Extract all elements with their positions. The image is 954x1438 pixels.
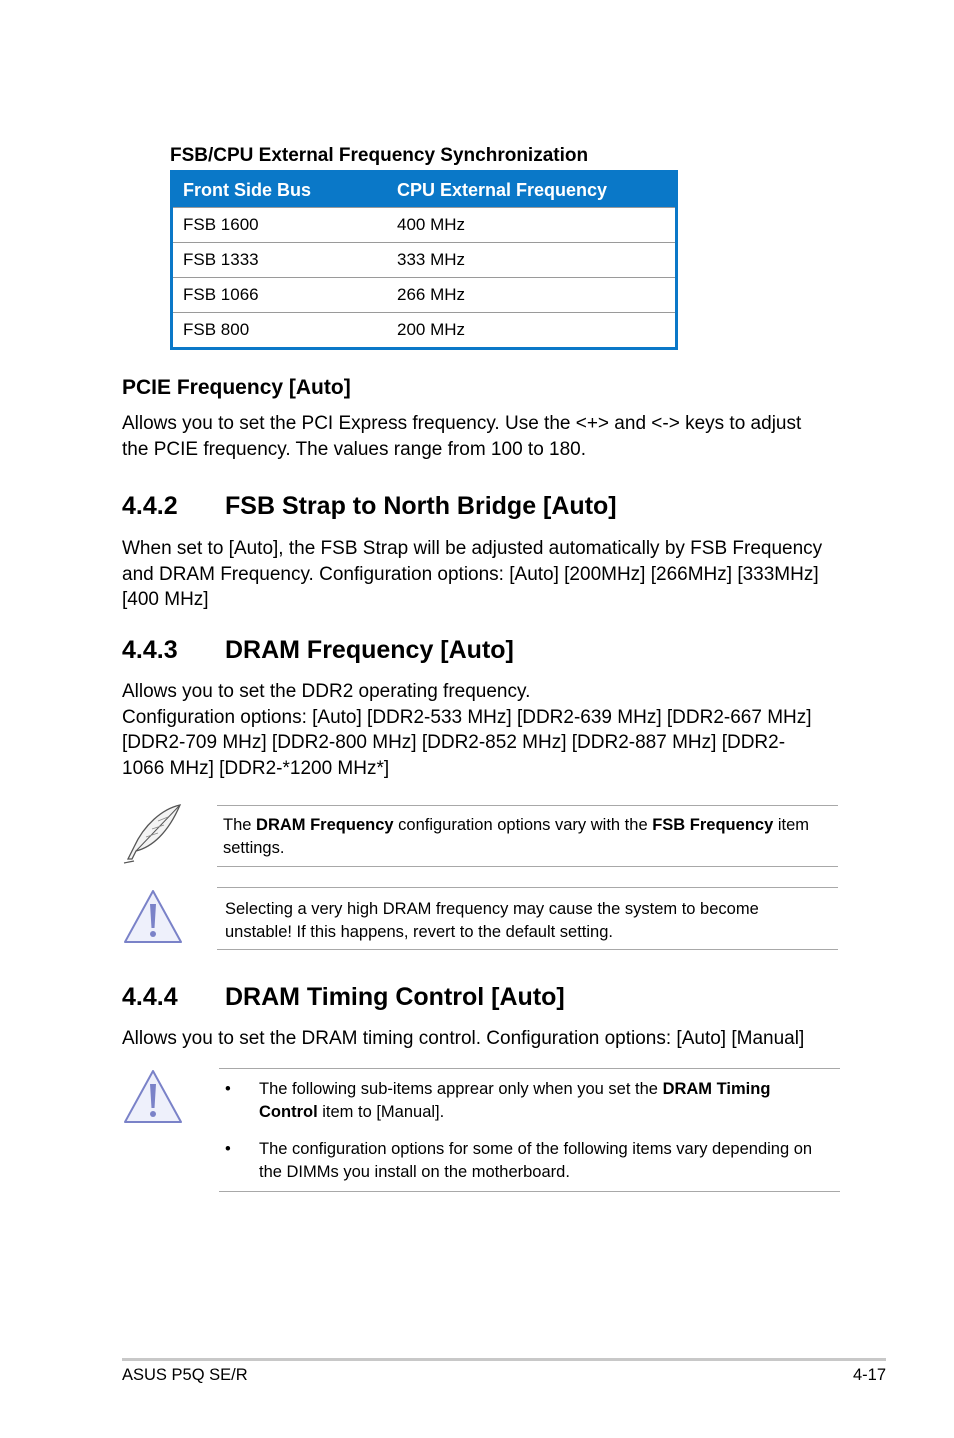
note-text: item bbox=[773, 816, 810, 834]
table-caption: FSB/CPU External Frequency Synchronization bbox=[170, 145, 589, 166]
table-cell: 200 MHz bbox=[397, 320, 466, 339]
warning-triangle-icon bbox=[122, 888, 184, 946]
dram-timing-description bbox=[122, 1026, 862, 1052]
text-line: When set to [Auto], the FSB Strap will be adjusted automatically by FSB Frequency bbox=[122, 538, 823, 559]
text-line: unstable! If this happens, revert to the default setting. bbox=[225, 923, 613, 941]
bullet-item bbox=[219, 1078, 840, 1124]
text-line: Allows you to set the DDR2 operating frequency. bbox=[122, 681, 531, 702]
section-number: 4.4.3 bbox=[122, 636, 178, 664]
section-heading-4-4-2 bbox=[122, 492, 617, 521]
section-title: DRAM Frequency [Auto] bbox=[225, 636, 514, 664]
note-bold-text: Control bbox=[259, 1103, 318, 1121]
table-row bbox=[173, 277, 675, 312]
bullet-text bbox=[259, 1078, 840, 1124]
table-header-cell: CPU External Frequency bbox=[397, 179, 608, 200]
note-bold-text: FSB Frequency bbox=[652, 816, 774, 834]
note-bold-text: DRAM Frequency bbox=[256, 816, 394, 834]
section-heading-4-4-3 bbox=[122, 636, 514, 665]
text-line: Configuration options: [Auto] [DDR2-533 MHz] [DDR2-639 MHz] [DDR2-667 MHz] bbox=[122, 706, 812, 728]
section-number: 4.4.2 bbox=[122, 492, 178, 520]
warning-box bbox=[219, 1068, 840, 1192]
table-cell: FSB 1600 bbox=[183, 215, 259, 234]
table-cell: 333 MHz bbox=[397, 250, 466, 269]
pcie-heading: PCIE Frequency [Auto] bbox=[122, 376, 351, 399]
quill-pen-icon bbox=[122, 803, 184, 865]
note-bold-text: DRAM Timing bbox=[662, 1080, 771, 1098]
page-number: 4-17 bbox=[852, 1366, 886, 1384]
fsb-strap-description bbox=[122, 536, 842, 613]
text-line: settings. bbox=[223, 839, 285, 857]
text-line: The configuration options for some of the following items vary depending on bbox=[259, 1140, 813, 1158]
footer-divider bbox=[122, 1358, 886, 1361]
note-text: The bbox=[223, 816, 257, 834]
bullet-item bbox=[219, 1138, 840, 1184]
section-title: FSB Strap to North Bridge [Auto] bbox=[225, 492, 617, 520]
table-header-cell: Front Side Bus bbox=[183, 179, 312, 200]
text-line: Allows you to set the PCI Express frequency. Use the <+> and <-> keys to adjust bbox=[122, 413, 802, 434]
footer-product-name: ASUS P5Q SE/R bbox=[122, 1366, 248, 1384]
section-number: 4.4.4 bbox=[122, 983, 178, 1011]
text-line: and DRAM Frequency. Configuration options: [Auto] [200MHz] [266MHz] [333MHz] bbox=[122, 563, 819, 585]
text-line: Selecting a very high DRAM frequency may cause the system to become bbox=[225, 900, 759, 918]
note-box bbox=[217, 805, 838, 867]
table-row bbox=[173, 312, 675, 347]
table-cell: 266 MHz bbox=[397, 285, 466, 304]
table-cell: FSB 1066 bbox=[183, 285, 259, 304]
warning-triangle-icon bbox=[122, 1068, 184, 1126]
table-cell: 400 MHz bbox=[397, 215, 466, 234]
text-line: [DDR2-709 MHz] [DDR2-800 MHz] [DDR2-852 MHz] [DDR2-887 MHz] [DDR2- bbox=[122, 732, 786, 753]
text-line: [400 MHz] bbox=[122, 589, 209, 610]
text-line: the PCIE frequency. The values range from 100 to 180. bbox=[122, 438, 587, 460]
dram-frequency-description bbox=[122, 679, 842, 781]
text-line: Allows you to set the DRAM timing control. Configuration options: [Auto] [Manual] bbox=[122, 1028, 805, 1049]
text-line bbox=[223, 814, 838, 837]
table-row bbox=[173, 207, 675, 242]
note-text: item to [Manual]. bbox=[317, 1103, 445, 1121]
bullet-text bbox=[259, 1138, 840, 1184]
table-header-row bbox=[173, 173, 675, 207]
note-text: The following sub-items apprear only when you set the bbox=[259, 1080, 663, 1098]
table-row bbox=[173, 242, 675, 277]
table-cell: FSB 1333 bbox=[183, 250, 259, 269]
table-cell: FSB 800 bbox=[183, 320, 250, 339]
bullet-icon: • bbox=[225, 1080, 231, 1098]
pcie-description bbox=[122, 411, 842, 462]
fsb-cpu-table bbox=[170, 170, 678, 350]
text-line: the DIMMs you install on the motherboard. bbox=[259, 1163, 570, 1181]
section-heading-4-4-4 bbox=[122, 983, 565, 1012]
note-text: configuration options vary with the bbox=[393, 816, 653, 834]
bullet-icon: • bbox=[225, 1140, 231, 1158]
section-title: DRAM Timing Control [Auto] bbox=[225, 983, 565, 1011]
warning-box bbox=[217, 887, 838, 950]
text-line: 1066 MHz] [DDR2-*1200 MHz*] bbox=[122, 757, 390, 779]
